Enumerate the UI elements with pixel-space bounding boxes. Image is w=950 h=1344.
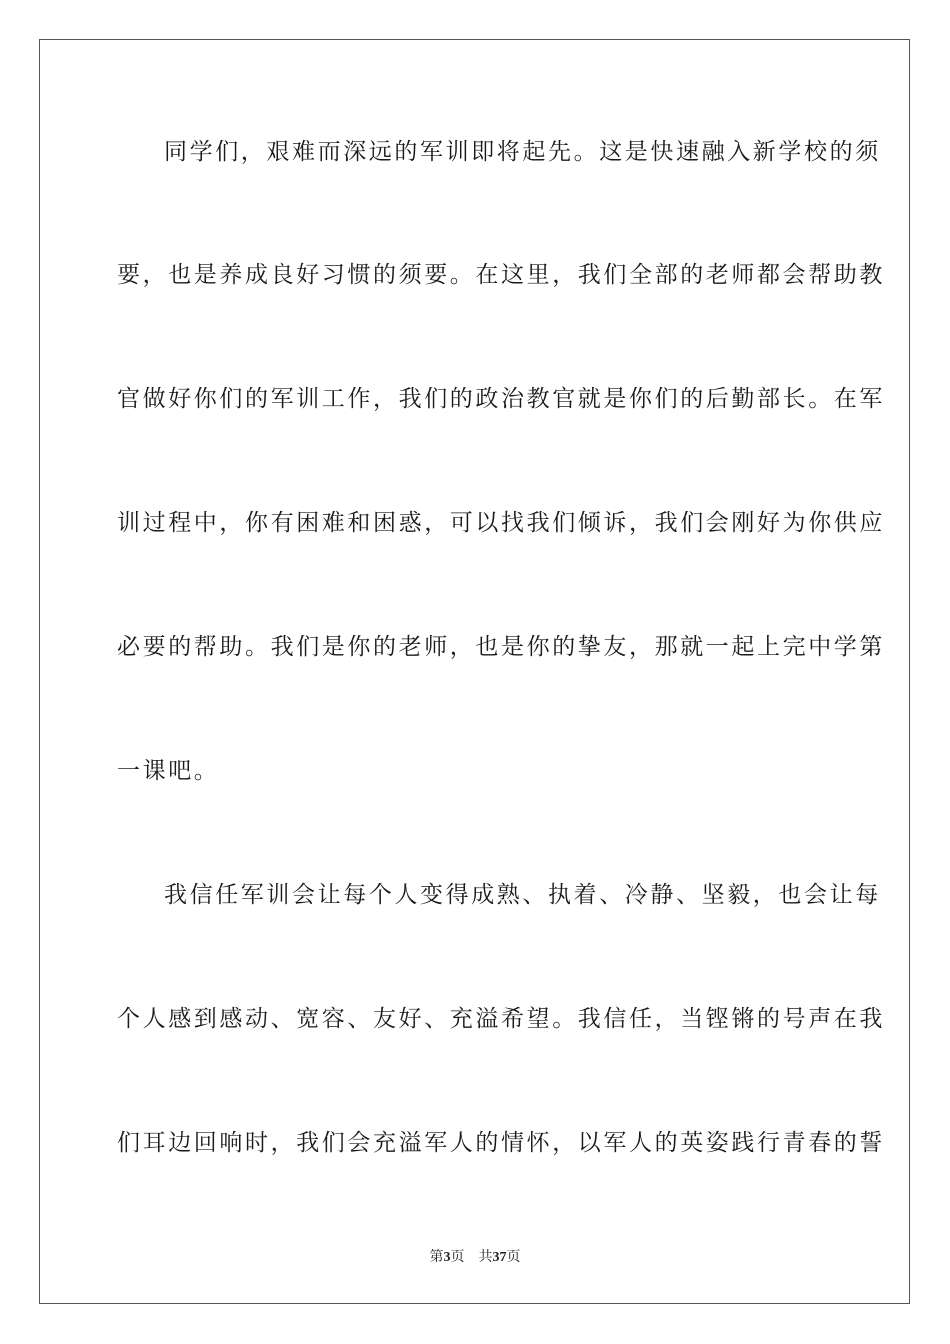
page-suffix: 页 <box>450 1250 465 1265</box>
total-pages: 37 <box>492 1250 507 1265</box>
text-line: 官做好你们的军训工作，我们的政治教官就是你们的后勤部长。在军 <box>117 386 885 412</box>
page-border <box>39 39 910 1304</box>
text-line: 训过程中，你有困难和困惑，可以找我们倾诉，我们会刚好为你供应 <box>117 510 885 536</box>
page-number: 3 <box>443 1250 451 1265</box>
text-line: 一课吧。 <box>117 758 220 784</box>
text-line: 个人感到感动、宽容、友好、充溢希望。我信任，当铿锵的号声在我 <box>117 1006 885 1032</box>
total-suffix: 页 <box>506 1250 521 1265</box>
text-line: 必要的帮助。我们是你的老师，也是你的挚友，那就一起上完中学第 <box>117 634 885 660</box>
total-prefix: 共 <box>478 1250 493 1265</box>
text-line: 同学们，艰难而深远的军训即将起先。这是快速融入新学校的须 <box>164 139 881 165</box>
text-line: 我信任军训会让每个人变得成熟、执着、冷静、坚毅，也会让每 <box>164 882 881 908</box>
page-prefix: 第 <box>429 1250 444 1265</box>
page-footer <box>0 1248 950 1268</box>
text-line: 要，也是养成良好习惯的须要。在这里，我们全部的老师都会帮助教 <box>117 262 885 288</box>
text-line: 们耳边回响时，我们会充溢军人的情怀，以军人的英姿践行青春的誓 <box>117 1130 885 1156</box>
